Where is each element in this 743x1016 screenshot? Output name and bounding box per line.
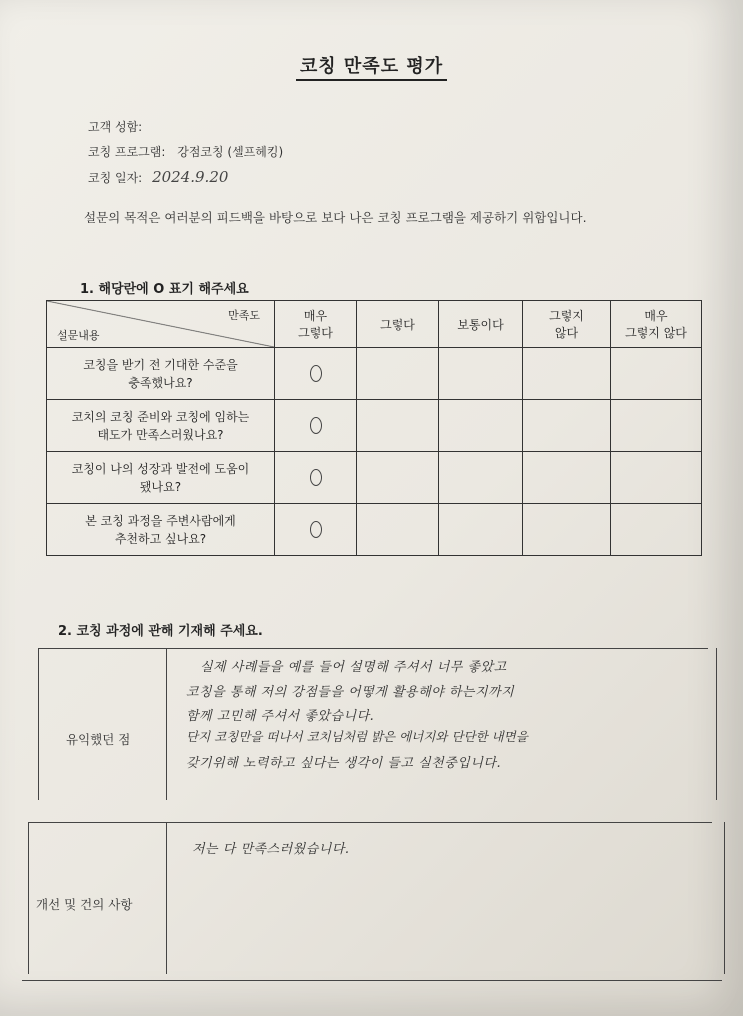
circle-mark-icon bbox=[310, 365, 322, 382]
answer-cell[interactable] bbox=[439, 452, 523, 504]
col-header: 매우 그렇다 bbox=[275, 301, 357, 348]
answer-cell[interactable] bbox=[439, 400, 523, 452]
useful-line: 실제 사례들을 예를 들어 설명해 주셔서 너무 좋았고 bbox=[200, 660, 507, 675]
improve-line: 저는 다 만족스러웠습니다. bbox=[192, 842, 350, 857]
corner-cell bbox=[47, 301, 275, 348]
rating-table bbox=[46, 300, 702, 556]
improve-label: 개선 및 건의 사항 bbox=[36, 897, 133, 912]
box-top-line bbox=[38, 648, 708, 649]
table-row bbox=[47, 452, 702, 504]
answer-cell[interactable] bbox=[275, 452, 357, 504]
circle-mark-icon bbox=[310, 417, 322, 434]
question-cell: 코칭을 받기 전 기대한 수준을 충족했나요? bbox=[47, 348, 275, 400]
answer-cell[interactable] bbox=[357, 348, 439, 400]
question-cell: 본 코칭 과정을 주변사람에게 추천하고 싶나요? bbox=[47, 504, 275, 556]
box-bottom-line bbox=[22, 980, 722, 981]
answer-cell[interactable] bbox=[439, 348, 523, 400]
answer-cell[interactable] bbox=[357, 504, 439, 556]
box-divider-line bbox=[166, 648, 167, 800]
answer-cell[interactable] bbox=[523, 504, 611, 556]
program-value: 강점코칭 (셀프헤킹) bbox=[177, 145, 284, 159]
corner-bottom-label: 설문내용 bbox=[57, 329, 100, 342]
program-label: 코칭 프로그램: bbox=[88, 145, 166, 159]
table-row bbox=[47, 348, 702, 400]
box2-divider-line bbox=[166, 822, 167, 974]
useful-line: 단지 코칭만을 떠나서 코치님처럼 밝은 에너지와 단단한 내면을 bbox=[186, 729, 528, 744]
answer-cell[interactable] bbox=[439, 504, 523, 556]
col-header: 보통이다 bbox=[439, 301, 523, 348]
answer-cell[interactable] bbox=[523, 348, 611, 400]
answer-cell[interactable] bbox=[611, 452, 702, 504]
answer-cell[interactable] bbox=[523, 400, 611, 452]
program-row bbox=[88, 143, 283, 160]
question-cell: 코칭이 나의 성장과 발전에 도움이 됐나요? bbox=[47, 452, 275, 504]
answer-cell[interactable] bbox=[611, 504, 702, 556]
answer-cell[interactable] bbox=[523, 452, 611, 504]
useful-line: 함께 고민해 주셔서 좋았습니다. bbox=[186, 709, 375, 724]
useful-label: 유익했던 점 bbox=[66, 732, 131, 747]
answer-cell[interactable] bbox=[275, 504, 357, 556]
useful-line: 코칭을 통해 저의 강점들을 어떻게 활용해야 하는지까지 bbox=[186, 685, 515, 700]
table-row bbox=[47, 504, 702, 556]
section2-heading: 2. 코칭 과정에 관해 기재해 주세요. bbox=[58, 624, 263, 639]
answer-cell[interactable] bbox=[357, 400, 439, 452]
answer-cell[interactable] bbox=[611, 400, 702, 452]
col-header: 그렇다 bbox=[357, 301, 439, 348]
form-title: 코칭 만족도 평가 bbox=[0, 52, 743, 78]
section1-heading: 1. 해당란에 O 표기 해주세요 bbox=[80, 282, 249, 297]
customer-name-label: 고객 성함: bbox=[88, 120, 143, 134]
col-header: 그렇지 않다 bbox=[523, 301, 611, 348]
question-cell: 코치의 코칭 준비와 코칭에 임하는 태도가 만족스러웠나요? bbox=[47, 400, 275, 452]
corner-top-label: 만족도 bbox=[228, 309, 260, 322]
box-left-line bbox=[38, 648, 39, 800]
box2-left-line bbox=[28, 822, 29, 974]
circle-mark-icon bbox=[310, 469, 322, 486]
box-middle-line bbox=[28, 822, 712, 823]
customer-name-row bbox=[88, 118, 142, 135]
intro-text: 설문의 목적은 여러분의 피드백을 바탕으로 보다 나은 코칭 프로그램을 제공하기 위함입니다. bbox=[84, 210, 587, 225]
useful-line: 갖기위해 노력하고 싶다는 생각이 들고 실천중입니다. bbox=[186, 756, 502, 771]
box2-right-line bbox=[724, 822, 725, 974]
answer-cell[interactable] bbox=[357, 452, 439, 504]
box-right-line bbox=[716, 648, 717, 800]
answer-cell[interactable] bbox=[275, 400, 357, 452]
date-label: 코칭 일자: bbox=[88, 171, 143, 185]
table-row bbox=[47, 400, 702, 452]
col-header: 매우 그렇지 않다 bbox=[611, 301, 702, 348]
answer-cell[interactable] bbox=[275, 348, 357, 400]
date-value: 2024.9.20 bbox=[152, 168, 229, 186]
date-row bbox=[88, 168, 228, 186]
circle-mark-icon bbox=[310, 521, 322, 538]
answer-cell[interactable] bbox=[611, 348, 702, 400]
